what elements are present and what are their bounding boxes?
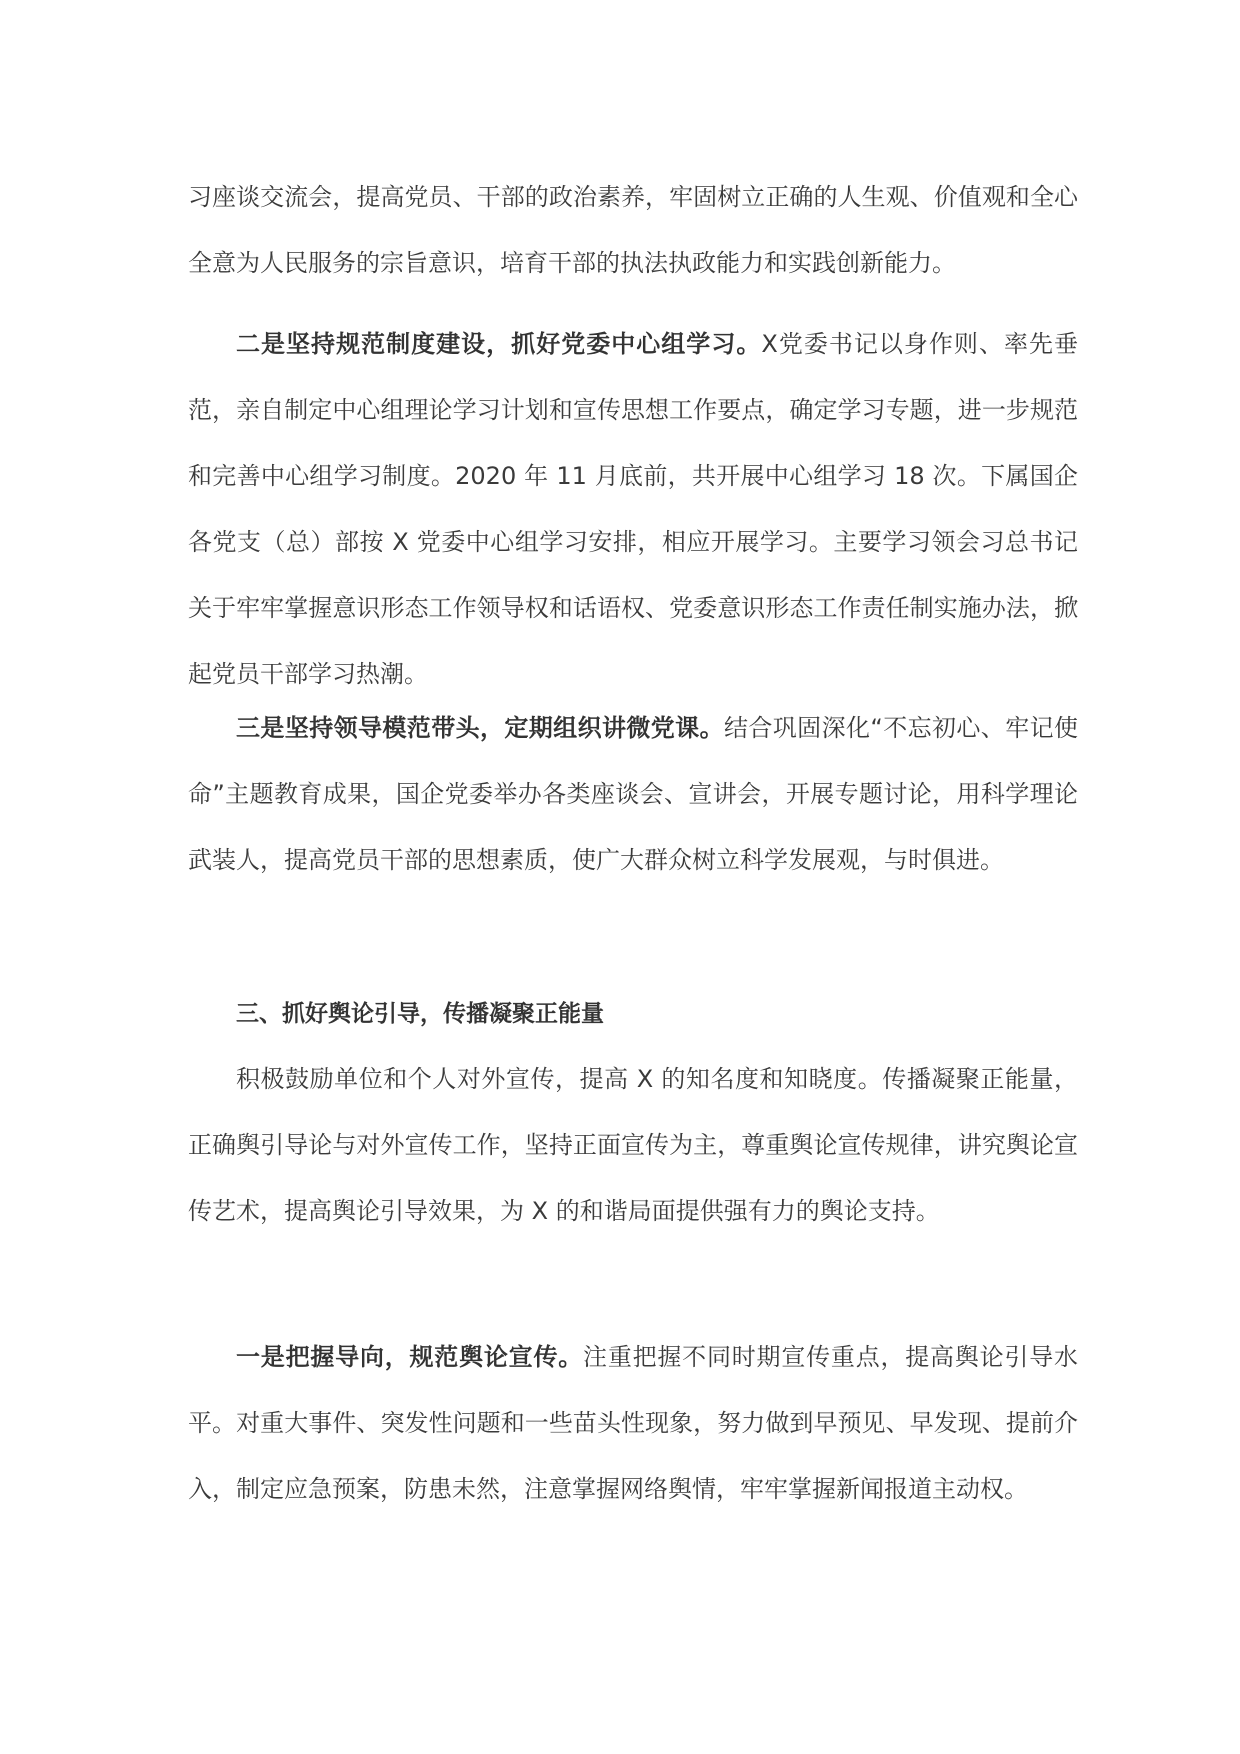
paragraph-continued: 习座谈交流会，提高党员、干部的政治素养，牢固树立正确的人生观、价值观和全心全意为人民服务的宗旨意识，培育干部的执法执政能力和实践创新能力。	[188, 183, 1078, 277]
paragraph-point-three	[188, 695, 1078, 893]
point-two-lead: 二是坚持规范制度建设，抓好党委中心组学习。	[236, 330, 762, 358]
point-three-lead: 三是坚持领导模范带头，定期组织讲微党课。	[236, 714, 724, 742]
paragraph-point-one	[188, 1324, 1078, 1522]
point-two-body: X党委书记以身作则、率先垂范，亲自制定中心组理论学习计划和宣传思想工作要点，确定学习专题，进一步规范和完善中心组学习制度。2020 年 11 月底前，共开展中心组学习 18 次。下属国企各党支（总）部按 X 党委中心组学习安排，相应开展学习。主要学习领会习总书记关于牢牢掌握意识形态工作领导权和话语权、党委意识形态工作责任制实施办法，掀起党员干部学习热潮。	[188, 330, 1078, 688]
point-one-lead: 一是把握导向，规范舆论宣传。	[236, 1343, 584, 1371]
point-three-body: 结合巩固深化“不忘初心、牢记使命”主题教育成果，国企党委举办各类座谈会、宣讲会，开展专题讨论，用科学理论武装人，提高党员干部的思想素质，使广大群众树立科学发展观，与时俱进。	[188, 714, 1079, 874]
paragraph-section-three: 积极鼓励单位和个人对外宣传，提高 X 的知名度和知晓度。传播凝聚正能量，正确舆引导论与对外宣传工作，坚持正面宣传为主，尊重舆论宣传规律，讲究舆论宣传艺术，提高舆论引导效果，为 X 的和谐局面提供强有力的舆论支持。	[188, 1065, 1078, 1225]
point-one-body: 注重把握不同时期宣传重点，提高舆论引导水平。对重大事件、突发性问题和一些苗头性现象，努力做到早预见、早发现、提前介入，制定应急预案，防患未然，注意掌握网络舆情，牢牢掌握新闻报道主动权。	[188, 1343, 1078, 1503]
paragraph-point-two	[188, 311, 1078, 707]
section-three-heading: 三、抓好舆论引导，传播凝聚正能量	[236, 1001, 604, 1027]
